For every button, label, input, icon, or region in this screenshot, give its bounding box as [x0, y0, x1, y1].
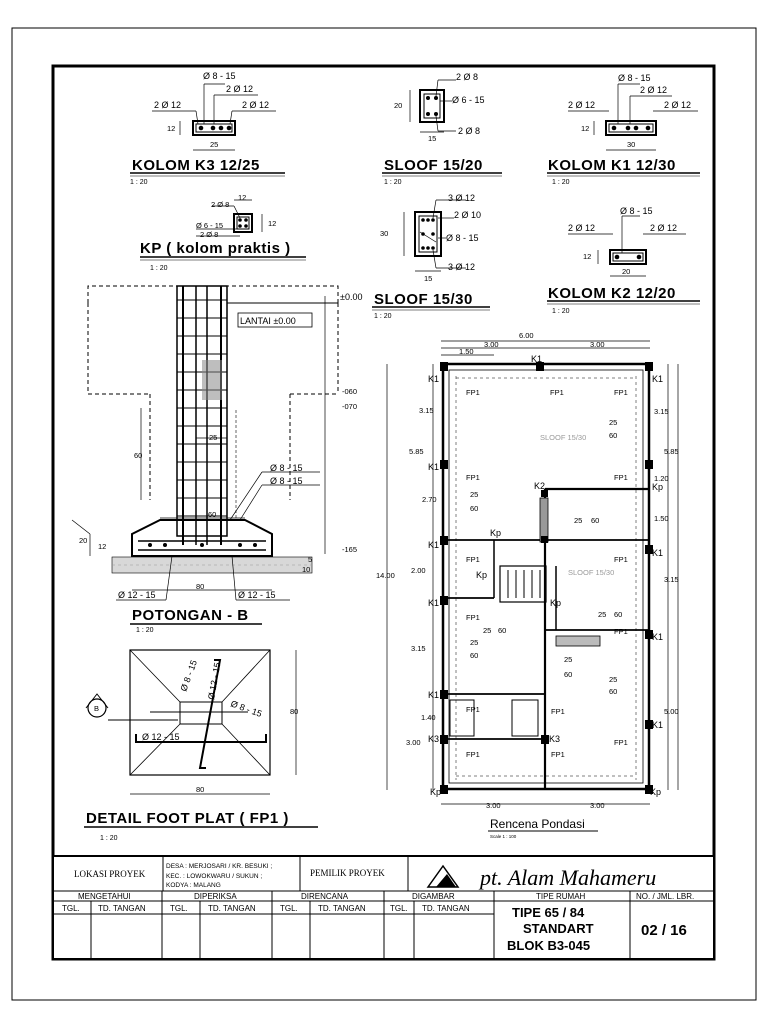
dim-5: 5 [308, 555, 313, 564]
plan-dim-top-total: 6.00 [519, 331, 534, 340]
plan-fp1: FP1 [551, 750, 565, 759]
kp-bottom-label: 2 Ø 8 [200, 230, 219, 239]
footplat-dim-vertical: 80 [290, 707, 299, 716]
plan-fp1: FP1 [551, 707, 565, 716]
plan-k1-r3: K1 [652, 548, 664, 558]
plan-dim-60: 60 [609, 431, 618, 440]
plan-dim-bottom-b: 3.00 [590, 801, 605, 810]
plan-dim-l6: 1.40 [421, 713, 436, 722]
sloof1530-bottom-label: 3 Ø 12 [448, 262, 476, 272]
tb-desa: DESA : MERJOSARI / KR. BESUKI ; [166, 863, 273, 870]
tb-direncana: DIRENCANA [301, 892, 349, 901]
tb-no-label: NO. / JML. LBR. [636, 892, 695, 901]
plan-dim-60: 60 [609, 687, 618, 696]
plan-dim-l3: 2.70 [422, 495, 437, 504]
dim-25: 25 [209, 433, 218, 442]
plan-fp1: FP1 [466, 613, 480, 622]
plan-dim-l4: 2.00 [411, 566, 426, 575]
plan-dim-25: 25 [470, 490, 479, 499]
tb-tgl-4: TGL. [390, 904, 408, 913]
k2-height-dim: 12 [583, 252, 592, 261]
k2-left-label: 2 Ø 12 [568, 223, 596, 233]
sloof1520-stirrup-label: Ø 6 - 15 [452, 95, 485, 105]
plan-dim-25: 25 [483, 626, 492, 635]
k2-title: KOLOM K2 12/20 [548, 285, 676, 302]
plan-dim-r2: 5.85 [664, 447, 679, 456]
plan-fp1: FP1 [550, 388, 564, 397]
k1-title: KOLOM K1 12/30 [548, 157, 676, 174]
plan-dim-60: 60 [614, 610, 623, 619]
level-165: -165 [342, 545, 358, 554]
plan-dim-60: 60 [564, 670, 573, 679]
plan-fp1: FP1 [614, 738, 628, 747]
plan-dim-25: 25 [574, 516, 583, 525]
tb-tipe-label: TIPE RUMAH [536, 892, 586, 901]
kp-scale: 1 : 20 [150, 265, 168, 272]
footplat-scale: 1 : 20 [100, 835, 118, 842]
tb-tdt-4: TD. TANGAN [422, 904, 470, 913]
sloof1520-height-dim: 20 [394, 101, 403, 110]
plan-dim-60: 60 [591, 516, 600, 525]
sloof1530-top-label: 3 Ø 12 [448, 193, 476, 203]
plan-k1-l2: K1 [428, 462, 440, 472]
tb-sheet-number: 02 / 16 [641, 922, 687, 939]
k2-scale: 1 : 20 [552, 308, 570, 315]
plan-dim-25: 25 [470, 638, 479, 647]
sloof1530-scale: 1 : 20 [374, 313, 392, 320]
tb-mengetahui: MENGETAHUI [78, 892, 131, 901]
plan-fp1: FP1 [614, 388, 628, 397]
plan-fp1: FP1 [614, 473, 628, 482]
plan-fp1: FP1 [466, 750, 480, 759]
level-070: -070 [342, 402, 358, 411]
section-potongan-b [72, 286, 362, 634]
plan-dim-left-total: 14.00 [376, 571, 395, 580]
plan-scale: Scale 1 : 100 [490, 834, 517, 839]
plan-k1-l3: K1 [428, 540, 440, 550]
kp-title: KP ( kolom praktis ) [140, 240, 291, 257]
sloof1520-title: SLOOF 15/20 [384, 157, 483, 174]
k1-mid-label: 2 Ø 12 [640, 85, 668, 95]
detail-kolom-k2 [547, 206, 700, 315]
k1-left-label: 2 Ø 12 [568, 100, 596, 110]
tb-tdt-3: TD. TANGAN [318, 904, 366, 913]
plan-k1-l4: K1 [428, 598, 440, 608]
k3-right-label: 2 Ø 12 [242, 100, 270, 110]
plan-k3-mid: K3 [549, 734, 561, 744]
potongan-stirrup-2: Ø 8 - 15 [270, 476, 303, 486]
detail-kolom-praktis [140, 193, 306, 272]
plan-dim-r1: 3.15 [654, 407, 669, 416]
title-block [53, 856, 714, 959]
k1-stirrup-label: Ø 8 - 15 [618, 73, 651, 83]
tb-tgl-3: TGL. [280, 904, 298, 913]
tb-kodya: KODYA : MALANG [166, 882, 221, 889]
potongan-bottom-bar-2: Ø 12 - 15 [238, 590, 276, 600]
plan-fp1: FP1 [614, 627, 628, 636]
k3-height-dim: 12 [167, 124, 176, 133]
tb-digambar: DIGAMBAR [412, 892, 455, 901]
plan-dim-l5: 3.15 [411, 644, 426, 653]
detail-foot-plat [84, 650, 318, 842]
plan-dim-bottom-a: 3.00 [486, 801, 501, 810]
tb-pemilik-label: PEMILIK PROYEK [310, 868, 385, 878]
plan-dim-25: 25 [564, 655, 573, 664]
tb-blok: BLOK B3-045 [507, 938, 591, 953]
tb-diperiksa: DIPERIKSA [194, 892, 237, 901]
footplat-label-2: Ø 12 - 15 [206, 661, 223, 701]
plan-k1-r5: K1 [652, 720, 664, 730]
plan-kp-bl: Kp [430, 787, 442, 797]
k2-stirrup-label: Ø 8 - 15 [620, 206, 653, 216]
plan-kp-br: Kp [650, 787, 662, 797]
plan-k2: K2 [534, 481, 546, 491]
k3-scale: 1 : 20 [130, 179, 148, 186]
dim-60-horizontal: 60 [208, 510, 217, 519]
dim-12: 12 [98, 542, 107, 551]
tb-tipe-rumah: TIPE 65 / 84 [512, 905, 585, 920]
tb-standart: STANDART [523, 921, 594, 936]
sloof1530-height-dim: 30 [380, 229, 389, 238]
plan-dim-60: 60 [470, 651, 479, 660]
kp-stirrup-label: Ø 6 - 15 [196, 221, 224, 230]
plan-dim-top-b: 3.00 [590, 340, 605, 349]
sloof1520-scale: 1 : 20 [384, 179, 402, 186]
plan-k1-l5: K1 [428, 690, 440, 700]
detail-sloof-15-30 [372, 193, 490, 320]
footplat-label-4: Ø 12 - 15 [142, 732, 180, 742]
plan-k1-tr: K1 [652, 374, 664, 384]
k3-stirrup-label: Ø 8 - 15 [203, 71, 236, 81]
tb-tdt-1: TD. TANGAN [98, 904, 146, 913]
tb-company-name: pt. Alam Mahameru [480, 865, 657, 890]
dim-60-vertical: 60 [134, 451, 143, 460]
potongan-title: POTONGAN - B [132, 607, 249, 624]
tb-tgl-2: TGL. [170, 904, 188, 913]
k2-width-dim: 20 [622, 267, 631, 276]
plan-dim-l2: 5.85 [409, 447, 424, 456]
plan-fp1: FP1 [466, 388, 480, 397]
potongan-scale: 1 : 20 [136, 627, 154, 634]
k3-width-dim: 25 [210, 140, 219, 149]
sloof1520-bottom-label: 2 Ø 8 [458, 126, 481, 136]
plan-dim-top-c: 1.50 [459, 347, 474, 356]
k1-scale: 1 : 20 [552, 179, 570, 186]
tb-lokasi-label: LOKASI PROYEK [74, 869, 146, 879]
sloof1520-width-dim: 15 [428, 134, 437, 143]
plan-dim-60: 60 [470, 504, 479, 513]
plan-k1-tl: K1 [428, 374, 440, 384]
k3-mid-label: 2 Ø 12 [226, 84, 254, 94]
sloof1530-mid-label: 2 Ø 10 [454, 210, 482, 220]
detail-sloof-15-20 [382, 72, 502, 186]
k1-right-label: 2 Ø 12 [664, 100, 692, 110]
plan-dim-25: 25 [609, 418, 618, 427]
sloof1530-title: SLOOF 15/30 [374, 291, 473, 308]
plan-k1-top: K1 [531, 354, 543, 364]
plan-title: Rencena Pondasi [490, 817, 585, 831]
plan-k1-r4: K1 [652, 632, 664, 642]
section-marker-b: B [94, 704, 100, 713]
plan-kp-2: Kp [476, 570, 488, 580]
tb-tgl-1: TGL. [62, 904, 80, 913]
plan-dim-r4: 1.50 [654, 514, 669, 523]
detail-kolom-k3 [130, 71, 285, 186]
plan-k3-left: K3 [428, 734, 440, 744]
dim-20: 20 [79, 536, 88, 545]
dim-80: 80 [196, 582, 205, 591]
potongan-bottom-bar-1: Ø 12 - 15 [118, 590, 156, 600]
plan-sloof-label-b: SLOOF 15/30 [568, 568, 615, 577]
plan-dim-25: 25 [609, 675, 618, 684]
k3-left-label: 2 Ø 12 [154, 100, 182, 110]
detail-kolom-k1 [547, 73, 700, 186]
tb-kec: KEC. : LOWOKWARU / SUKUN ; [166, 873, 263, 880]
footplat-label-3: Ø 8 - 15 [229, 698, 264, 720]
potongan-stirrup-1: Ø 8 - 15 [270, 463, 303, 473]
potongan-lantai-label: LANTAI ±0.00 [240, 316, 296, 326]
dim-10: 10 [302, 565, 311, 574]
plan-dim-r5: 3.15 [664, 575, 679, 584]
plan-dim-l1: 3.15 [419, 406, 434, 415]
plan-dim-r3: 1.20 [654, 474, 669, 483]
plan-dim-r6: 5.00 [664, 707, 679, 716]
k2-right-label: 2 Ø 12 [650, 223, 678, 233]
kp-bars-label: 2 Ø 8 [211, 200, 230, 209]
footplat-dim-horizontal: 80 [196, 785, 205, 794]
plan-fp1: FP1 [466, 473, 480, 482]
tb-tdt-2: TD. TANGAN [208, 904, 256, 913]
plan-fp1: FP1 [466, 555, 480, 564]
plan-dim-60: 60 [498, 626, 507, 635]
plan-kp-r: Kp [652, 482, 664, 492]
level-060: -060 [342, 387, 358, 396]
foundation-plan [376, 331, 679, 839]
plan-kp-1: Kp [490, 528, 502, 538]
sloof1520-top-label: 2 Ø 8 [456, 72, 479, 82]
footplat-title: DETAIL FOOT PLAT ( FP1 ) [86, 810, 289, 827]
plan-fp1: FP1 [614, 555, 628, 564]
plan-sloof-label-a: SLOOF 15/30 [540, 433, 587, 442]
sloof1530-width-dim: 15 [424, 274, 433, 283]
kp-height-dim: 12 [268, 219, 277, 228]
level-0: ±0.00 [340, 292, 363, 302]
plan-dim-top-a: 3.00 [484, 340, 499, 349]
footplat-label-1: Ø 8 - 15 [178, 658, 200, 693]
kp-width-dim: 12 [238, 193, 247, 202]
sloof1530-stirrup-label: Ø 8 - 15 [446, 233, 479, 243]
plan-kp-3: Kp [550, 598, 562, 608]
plan-dim-25: 25 [598, 610, 607, 619]
k1-width-dim: 30 [627, 140, 636, 149]
k1-height-dim: 12 [581, 124, 590, 133]
plan-fp1: FP1 [466, 705, 480, 714]
k3-title: KOLOM K3 12/25 [132, 157, 260, 174]
plan-dim-l7: 3.00 [406, 738, 421, 747]
